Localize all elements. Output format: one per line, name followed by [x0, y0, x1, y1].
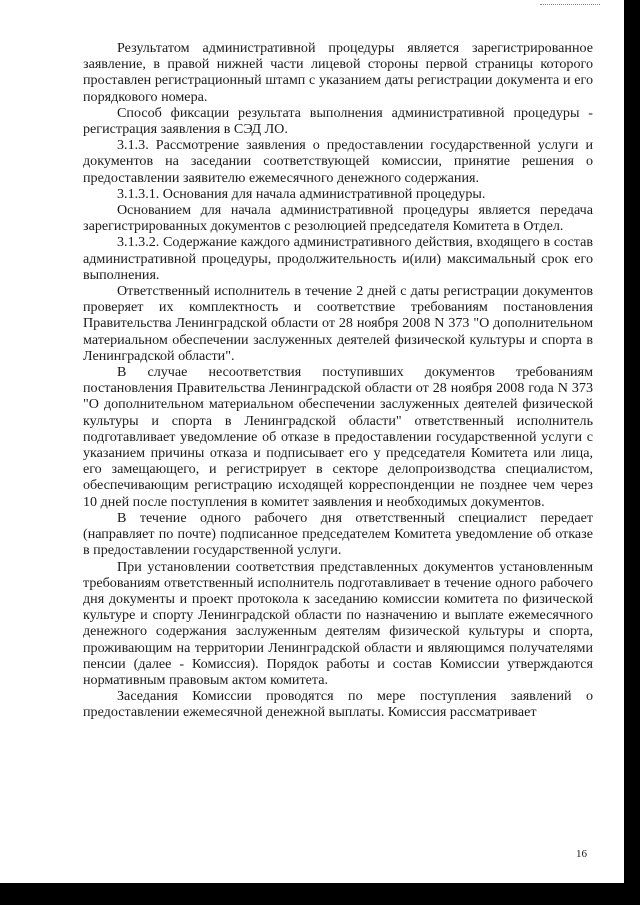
- paragraph-noncompliance: В случае несоответствия поступивших документов требованиям постановления Правительства Ленинградской области от 28 ноября 2008 года N 373 "О дополнительном материальном обеспечении заслуженных деятелей физической культуры и спорта в Ленинградской области" ответственный исполнитель подготавливает уведомление об отказе в предоставлении государственной услуги с указанием причины отказа и подписывает его у председателя Комитета или лица, его замещающего, и регистрирует в секторе делопроизводства специалистом, обеспечивающим регистрацию исходящей корреспонденции не позднее чем через 10 дней после поступления в комитет заявления и необходимых документов.: [83, 364, 593, 510]
- scan-border-right: [624, 0, 640, 905]
- paragraph-section-3-1-3: 3.1.3. Рассмотрение заявления о предоставлении государственной услуги и документов на заседании соответствующей комиссии, принятие решения о предоставлении заявителю ежемесячного денежного содержания.: [83, 137, 593, 186]
- paragraph-section-3-1-3-2: 3.1.3.2. Содержание каждого административного действия, входящего в состав административной процедуры, продолжительность и(или) максимальный срок его выполнения.: [83, 234, 593, 283]
- scan-border-bottom: [0, 883, 640, 905]
- paragraph-refusal-notice: В течение одного рабочего дня ответственный специалист передает (направляет по почте) подписанное председателем Комитета уведомление об отказе в предоставлении государственной услуги.: [83, 509, 593, 559]
- paragraph-responsible-executor: Ответственный исполнитель в течение 2 дней с даты регистрации документов проверяет их комплектность и соответствие требованиям постановления Правительства Ленинградской области от 28 ноября 2008 N 373 "О дополнительном материальном обеспечении заслуженных деятелей физической культуры и спорта в Ленинградской области".: [83, 283, 593, 364]
- scan-artifact: [540, 4, 600, 7]
- paragraph-fixation-method: Способ фиксации результата выполнения административной процедуры - регистрация заявления в СЭД ЛО.: [83, 104, 593, 138]
- paragraph-compliance: При установлении соответствия представленных документов установленным требованиям ответственный исполнитель подготавливает в течение одного рабочего дня документы и проект протокола к заседанию комиссии комитета по физической культуре и спорту Ленинградской области по назначению и выплате ежемесячного денежного содержания заслуженным деятелям физической культуры и спорта, проживающим на территории Ленинградской области и являющимся получателями пенсии (далее - Комиссия). Порядок работы и состав Комиссии утверждаются нормативным правовым актом комитета.: [83, 558, 593, 688]
- paragraph-commission-meetings: Заседания Комиссии проводятся по мере поступления заявлений о предоставлении ежемесячной денежной выплаты. Комиссия рассматривает: [83, 688, 593, 721]
- page-number: 16: [576, 848, 587, 860]
- paragraph-section-3-1-3-1: 3.1.3.1. Основания для начала административной процедуры.: [117, 185, 486, 202]
- paragraph-result: Результатом административной процедуры является зарегистрированное заявление, в правой нижней части лицевой стороны первой страницы которого проставлен регистрационный штамп с указанием даты регистрации документа и его порядкового номера.: [83, 40, 593, 105]
- paragraph-basis: Основанием для начала административной процедуры является передача зарегистрированных документов с резолюцией председателя Комитета в Отдел.: [83, 202, 593, 235]
- document-body: [83, 40, 593, 721]
